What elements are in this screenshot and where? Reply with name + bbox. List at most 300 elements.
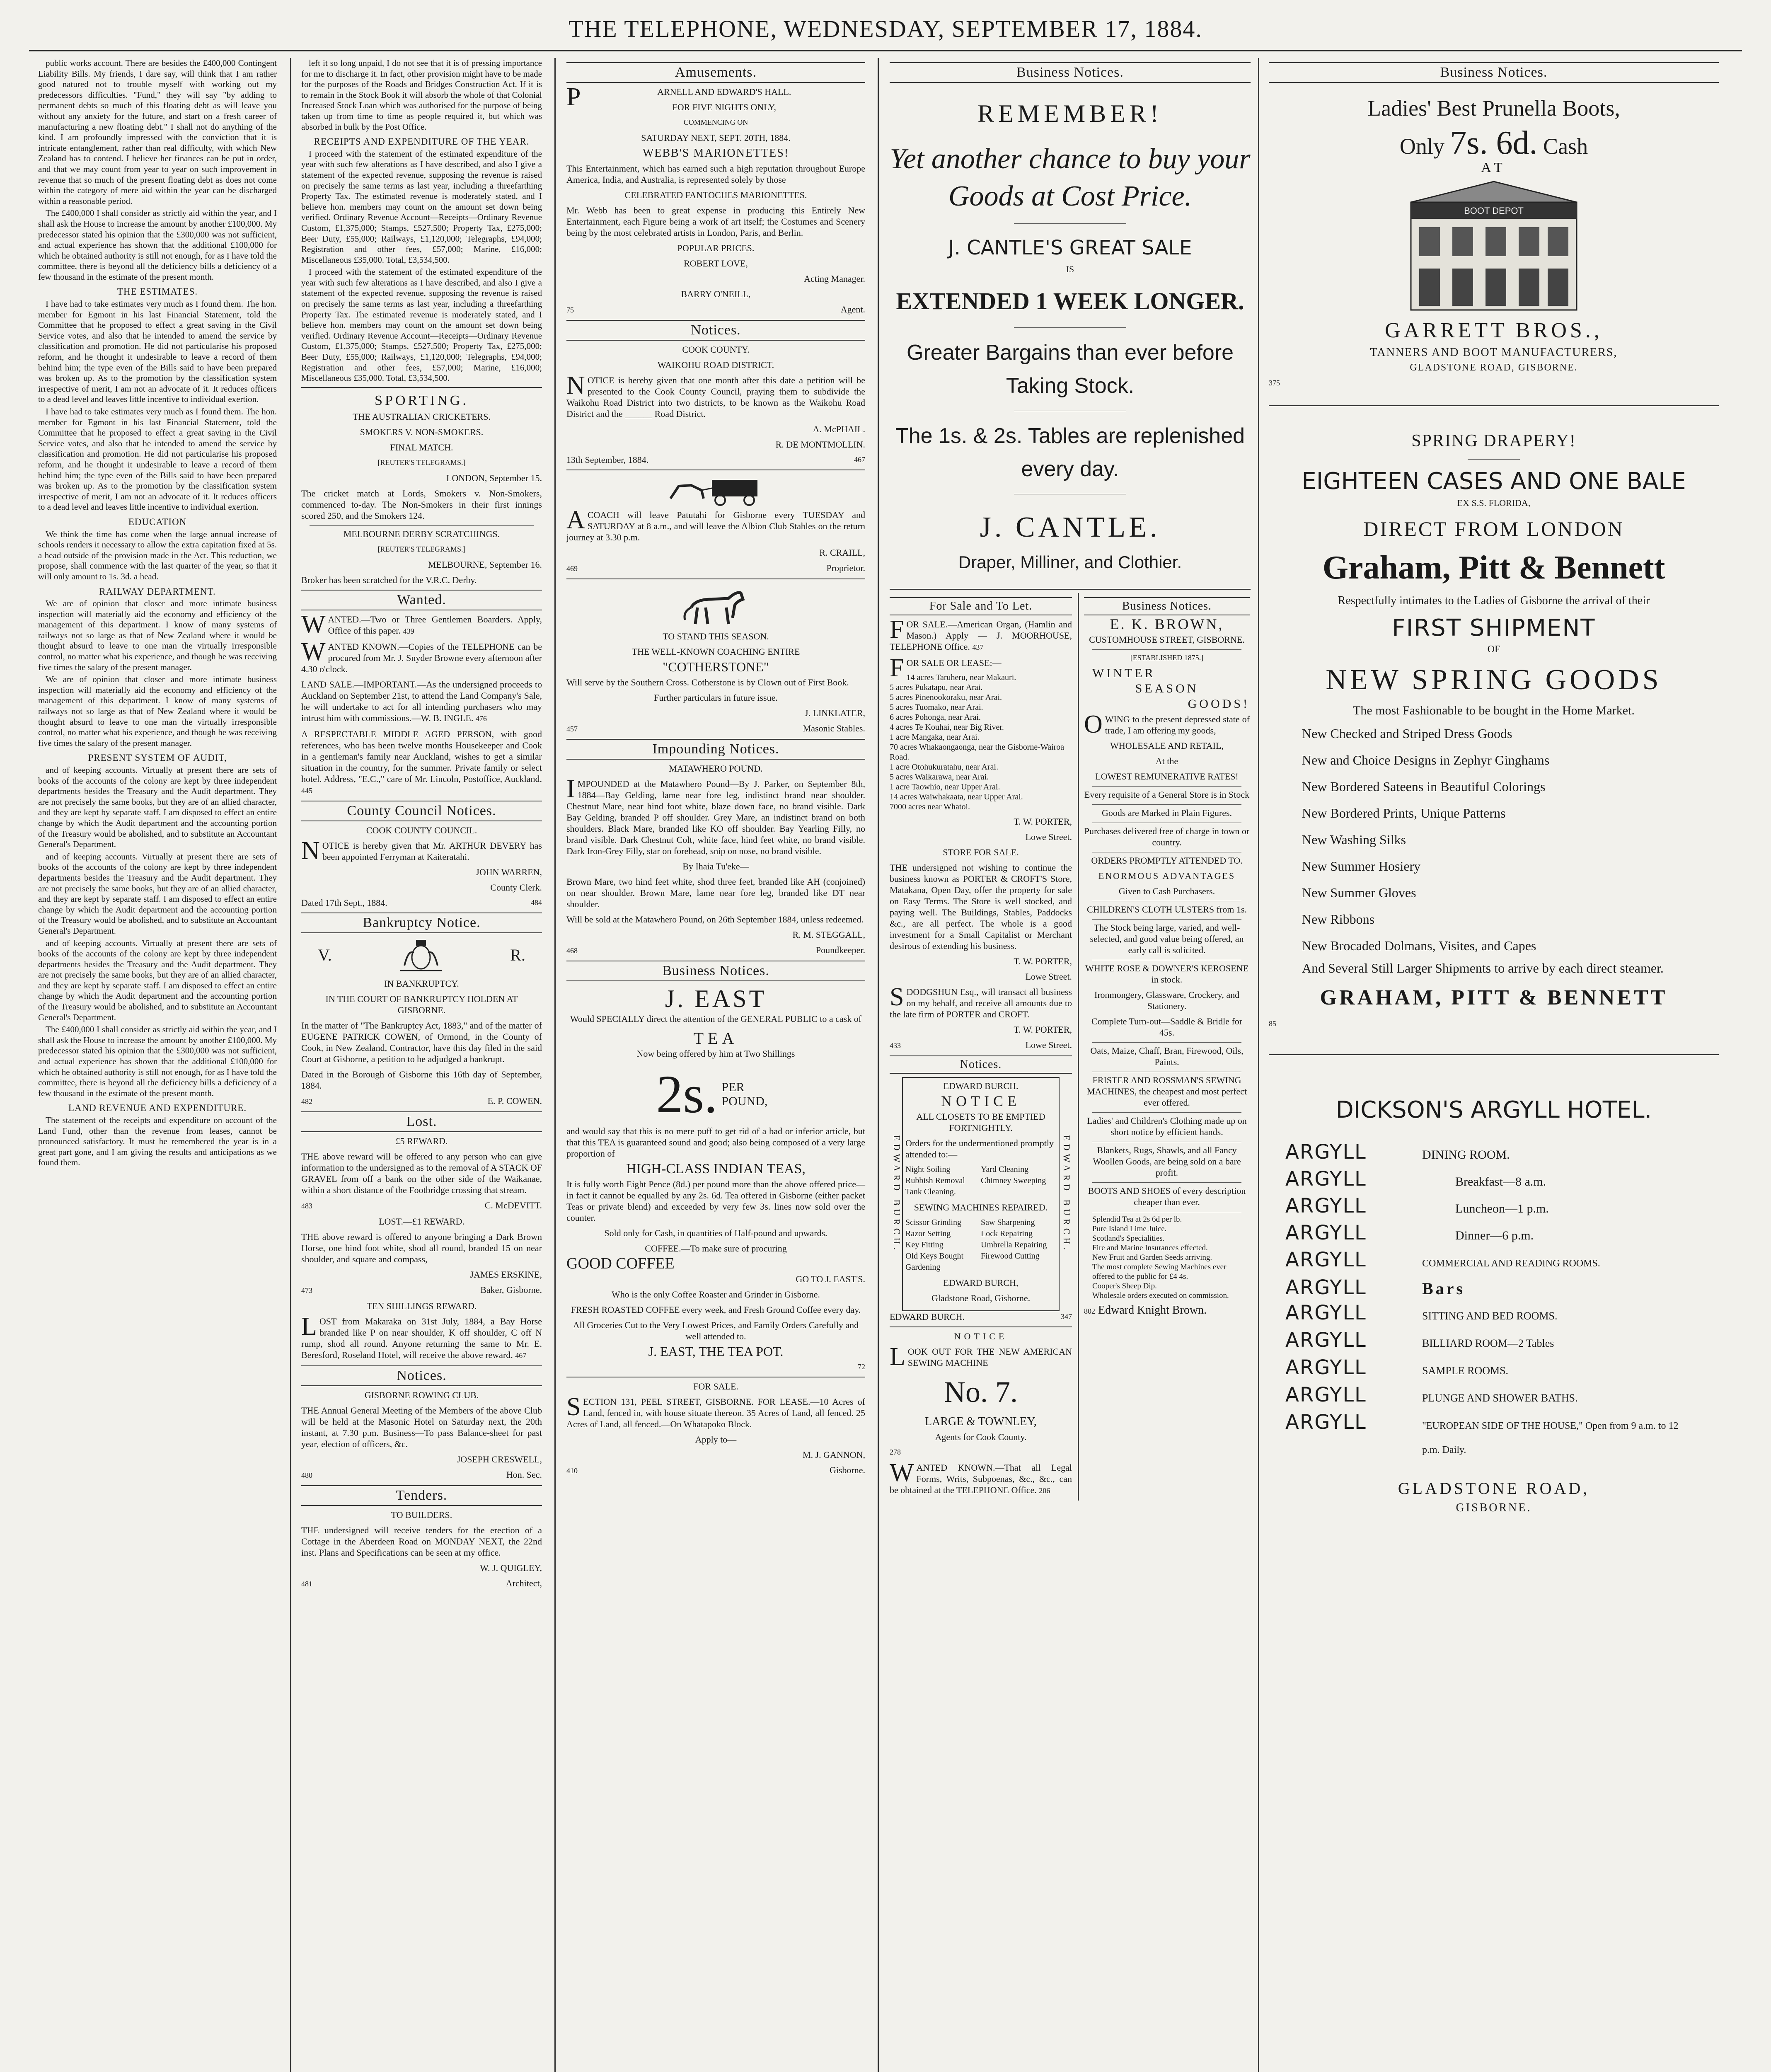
column-three <box>557 58 874 2072</box>
list-item: 70 acres Whakaongaonga, near the Gisborne-Wairoa Road. <box>890 743 1065 762</box>
article-paragraph: The statement of the receipts and expenditure on account of the Land Fund, other than the revenue from leases, cannot be pronounced satisfactory. It must be remembered the year is in a great part gone, and I am giving the results and anticipations as we found them. <box>38 1115 277 1168</box>
east-indian: HIGH-CLASS INDIAN TEAS, <box>626 1161 806 1176</box>
divider <box>1014 327 1126 328</box>
burch-orders: Orders for the undermentioned promptly attended to:— <box>905 1138 1054 1159</box>
argyll-row: ARGYLL Bars <box>1285 1276 1465 1299</box>
article-paragraph: I have had to take estimates very much as I found them. The hon. member for Egmont in his last Financial Statement, told the Committee that he proposed to effect a great saving in the Civil Service votes, and also that he intended to amend the service by classification and promotion. He did not particularise his proposed reform, and he thought it undesirable to leave a record of them behind him; the type even of the Bills said to have been prepared was broken up. As to the promotion by the classification system irrespective of merit, I am not an advocate of it. It reduces officers to a dead level and leaves little incentive to individual exertion. <box>38 299 277 404</box>
list-item: 1 acre Mangaka, near Arai. <box>890 733 980 742</box>
brown-blankets: Blankets, Rugs, Shawls, and all Fancy Woollen Goods, are being sold on a bare profit. <box>1093 1145 1241 1178</box>
divider <box>1092 1112 1241 1113</box>
burch-box <box>902 1077 1060 1311</box>
wanted-ad: WANTED.—Two or Three Gentlemen Boarders. Apply, Office of this paper. 439 <box>301 610 542 639</box>
business-heading: Business Notices. <box>566 961 865 981</box>
argyll-row: ARGYLL COMMERCIAL AND READING ROOMS. <box>1285 1248 1600 1271</box>
lease-sign: T. W. PORTER, <box>1014 816 1072 827</box>
cricket-source: [REUTER'S TELEGRAMS.] <box>377 458 466 467</box>
burch-closets: ALL CLOSETS TO BE EMPTIED FORTNIGHTLY. <box>916 1111 1045 1133</box>
hall-title: P ARNELL AND EDWARD'S HALL. <box>566 83 791 111</box>
lease-list <box>890 673 1072 812</box>
impounding-heading: Impounding Notices. <box>566 739 865 760</box>
section-heading: RAILWAY DEPARTMENT. <box>99 586 216 597</box>
list-item: And Several Still Larger Shipments to arrive by each direct steamer. <box>1302 961 1664 975</box>
pound-notice: IMPOUNDED at the Matawhero Pound—By J. Parker, on September 8th, 1884—Bay Gelding, lame near fore leg, indistinct brand near shoulder. Chestnut Mare, near hind foot white, blaze down face, no brand visible. Dark Bay Gelding, branded P off shoulder. Grey Mare, an indistinct brand on both shoulders. Black Mare, branded like KO off shoulder. Bay Yearling Filly, no brand visible. Dark Chestnut Colt, white face, hind feet white, no brand visible. Dark Iron-Grey Filly, star on forehead, snip on nose, no brand visible. <box>566 775 865 856</box>
amuse-marionettes: WEBB'S MARIONETTES! <box>642 147 789 160</box>
tender-heading: TO BUILDERS. <box>391 1509 452 1520</box>
lookout-notice: LOOK OUT FOR THE NEW AMERICAN SEWING MACHINE <box>890 1343 1072 1371</box>
sporting-heading: SPORTING. <box>375 392 469 408</box>
brown-lowest: LOWEST REMUNERATIVE RATES! <box>1095 771 1239 782</box>
divider <box>890 589 1251 590</box>
section-heading: RECEIPTS AND EXPENDITURE OF THE YEAR. <box>314 136 530 147</box>
burch-notice: NOTICE <box>941 1093 1021 1109</box>
brown-heading: Business Notices. <box>1084 597 1250 615</box>
spring-drapery-heading: SPRING DRAPERY! <box>1411 431 1576 450</box>
tables-replenished: The 1s. & 2s. Tables are replenished every day. <box>895 424 1245 481</box>
list-item: 4 acres Te Kouhai, near Big River. <box>890 723 1004 732</box>
dropcap: W <box>301 610 326 639</box>
brown-oats: Oats, Maize, Chaff, Bran, Firewood, Oils, Paints. <box>1090 1046 1244 1067</box>
wanted-known: WANTED KNOWN.—That all Legal Forms, Writs, Subpoenas, &c., &c., can be obtained at the TELEPHONE Office. 206 <box>890 1459 1072 1495</box>
boots-price: 7s. 6d. <box>1450 125 1538 161</box>
coach-icon <box>662 474 770 507</box>
pound-text2: Brown Mare, two hind feet white, shod three feet, branded like AH (conjoined) on near shoulder. Brown Mare, lame near fore leg, branded like DT near shoulder. <box>566 876 865 909</box>
gpb-num: 85 <box>1269 1019 1276 1028</box>
price-2s: 2s. <box>656 1065 718 1124</box>
brown-marked: Goods are Marked in Plain Figures. <box>1101 808 1232 818</box>
burch-footer: EDWARD BURCH. 347 <box>890 1312 1072 1322</box>
council-subheading: COOK COUNTY COUNCIL. <box>366 825 477 835</box>
tea-heading: TEA <box>693 1029 738 1048</box>
east-text: Would SPECIALLY direct the attention of the GENERAL PUBLIC to a cask of <box>570 1014 862 1024</box>
article-paragraph: I proceed with the statement of the estimated expenditure of the year with such few alterations as I have described, and also I give a statement of the expected revenue, supposing the revenue is raised on precisely the same terms as last year, including a threefarthing Property Tax. The estimated revenue is moderately stated, and I believe hon. members may count on the amount set down being verified. Ordinary Revenue Account—Receipts—Ordinary Revenue Custom, £1,375,000; Stamps, £527,500; Property Tax, £275,000; Beer Duty, £55,000; Railways, £1,120,000; Telegraphs, £94,000; Registration and other fees, £57,000; Marine, £16,000; Miscellaneous £35,000. Total, £3,534,500. <box>301 148 542 265</box>
dropcap: I <box>566 775 575 803</box>
article-paragraph: and of keeping accounts. Virtually at present there are sets of books of the accounts of the colony are kept by three independent departments besides the Treasury and the Audit department. They are not precisely the same books, but they are of an allied character, and they are kept by separate staff. I am disposed to effect an entire change by which the Audit department and the accounting portion of the Treasury would be abolished, and to substitute an Accountant General's Department. <box>38 851 277 936</box>
cricket-heading: THE AUSTRALIAN CRICKETERS. <box>352 411 491 422</box>
brown-frister: FRISTER AND ROSSMAN'S SEWING MACHINES, the cheapest and most perfect ever offered. <box>1086 1075 1247 1108</box>
cricket-final: FINAL MATCH. <box>390 442 453 453</box>
store-notice: THE undersigned not wishing to continue the business known as PORTER & CROFT'S Store, Matakana, Open Day, offer the property for sale on Easy Terms. The Store is well stocked, and paying well. The Buildings, Stables, Paddocks &c., are all perfect. The whole is a good investment for a Small Capitalist or Merchant desirous of extending his business. <box>890 862 1072 951</box>
burch-side-label: EDWARD BURCH. <box>892 1135 902 1253</box>
list-item: Old Keys Bought <box>905 1251 963 1261</box>
dropcap: A <box>566 506 585 534</box>
section-heading: PRESENT SYSTEM OF AUDIT, <box>88 753 227 763</box>
divider <box>1092 786 1241 787</box>
store-heading: STORE FOR SALE. <box>943 847 1019 857</box>
amuse-text: This Entertainment, which has earned such a high reputation throughout Europe America, India, and Australia, is represented solely by those <box>566 163 865 185</box>
brown-text: OWING to the present depressed state of trade, I am offering my goods, <box>1084 710 1250 738</box>
horse-role: 457 Masonic Stables. <box>566 723 865 733</box>
goods-list <box>1302 720 1719 977</box>
column-financial-statement <box>29 58 286 2072</box>
burch-side-label: EDWARD BURCH. <box>1062 1135 1072 1253</box>
business-heading: Business Notices. <box>890 62 1251 83</box>
bankruptcy-dated: Dated in the Borough of Gisborne this 16th day of September, 1884. <box>301 1069 542 1091</box>
brown-stock: The Stock being large, varied, and well-selected, and good value being offered, an early call is solicited. <box>1090 922 1244 955</box>
list-item: Saw Sharpening <box>981 1218 1035 1227</box>
brown-winter: WINTER <box>1092 666 1156 680</box>
divider <box>1092 649 1241 650</box>
cricket-date: LONDON, September 15. <box>446 472 542 483</box>
list-item: Key Fitting <box>905 1240 944 1249</box>
housekeeper-ad: A RESPECTABLE MIDDLE AGED PERSON, with good references, who has been twelve months Housekeeper and Cook in a gentleman's family near Auckland, wishes to get a similar situation in the country, for the summer. Private family or select hotel. Address, "E.C.," care of Mr. Lincoln, Postoffice, Auckland. 445 <box>301 729 542 795</box>
council-signature: JOHN WARREN, <box>476 867 542 877</box>
derby-source: [REUTER'S TELEGRAMS.] <box>377 545 466 553</box>
list-item: 6 acres Pohonga, near Arai. <box>890 713 981 722</box>
waikohu-sign: R. DE MONTMOLLIN. <box>775 439 865 450</box>
east-coffee2: GO TO J. EAST'S. <box>796 1274 865 1284</box>
list-item: Chimney Sweeping <box>981 1176 1046 1185</box>
burch-sign: EDWARD BURCH, <box>943 1278 1019 1288</box>
lost-notice: THE above reward is offered to anyone bringing a Dark Brown Horse, one hind foot white, shod all round, branded 15 on near shoulder, and square and compass, <box>301 1231 542 1264</box>
dickson-hotel-heading: DICKSON'S ARGYLL HOTEL. <box>1336 1097 1652 1123</box>
tenders-heading: Tenders. <box>301 1485 542 1506</box>
council-notice: NOTICE is hereby given that Mr. ARTHUR DEVERY has been appointed Ferryman at Kaiteratahi. <box>301 836 542 865</box>
list-item: 5 acres Pinenookoraku, near Arai. <box>890 693 1002 702</box>
brown-addr: CUSTOMHOUSE STREET, GISBORNE. <box>1089 634 1245 645</box>
list-item: Tank Cleaning. <box>905 1187 956 1196</box>
machine-number: No. 7. <box>944 1375 1018 1409</box>
cost-price-slogan: Yet another chance to buy your Goods at Cost Price. <box>890 143 1251 212</box>
brown-at: At the <box>1155 756 1178 766</box>
waikohu-date: 13th September, 1884. 467 <box>566 455 865 465</box>
argyll-list <box>1285 1140 1719 1462</box>
direct-from-london: DIRECT FROM LONDON <box>1363 517 1624 540</box>
section-heading: EDUCATION <box>128 516 187 527</box>
derby-text: Broker has been scratched for the V.R.C. Derby. <box>301 574 477 585</box>
divider <box>1468 459 1520 460</box>
list-item: New Brocaded Dolmans, Visites, and Capes <box>1302 938 1536 953</box>
list-item: Scotland's Specialities. <box>1092 1234 1165 1243</box>
horse-icon <box>675 583 757 628</box>
list-item: 5 acres Waikarawa, near Arai. <box>890 772 989 782</box>
business-heading: Business Notices. <box>1269 62 1719 83</box>
rowing-sign: JOSEPH CRESWELL, <box>457 1454 542 1464</box>
remember-heading: REMEMBER! <box>977 100 1163 127</box>
list-item: Cooper's Sheep Dip. <box>1092 1282 1157 1290</box>
burch-machines: SEWING MACHINES REPAIRED. <box>914 1202 1048 1213</box>
list-item: 5 acres Pukatapu, near Arai. <box>890 683 983 692</box>
east-cash: Sold only for Cash, in quantities of Half-pound and upwards. <box>604 1228 827 1238</box>
forsale-role: 410 Gisborne. <box>566 1465 865 1475</box>
store-sign: T. W. PORTER, <box>1014 956 1072 966</box>
list-item: Firewood Cutting <box>981 1251 1040 1261</box>
florida-line: EX S.S. FLORIDA, <box>1457 498 1531 508</box>
amusements-heading: Amusements. <box>566 62 865 83</box>
east-groceries: All Groceries Cut to the Very Lowest Prices, and Family Orders Carefully and well attended to. <box>573 1320 859 1341</box>
waikohu-sign: A. McPHAIL. <box>813 424 865 434</box>
dodgshun-role: 433 Lowe Street. <box>890 1040 1072 1050</box>
bankruptcy-heading: Bankruptcy Notice. <box>301 913 542 933</box>
list-item: Gardening <box>905 1263 941 1272</box>
argyll-row: ARGYLL SITTING AND BED ROOMS. <box>1285 1301 1558 1324</box>
tanners-line: TANNERS AND BOOT MANUFACTURERS, <box>1370 346 1618 359</box>
article-paragraph: I proceed with the statement of the estimated expenditure of the year with such few alterations as I have described, and also I give a statement of the expected revenue, supposing the revenue is raised on precisely the same terms as last year, including a threefarthing Property Tax. The estimated revenue is moderately stated, and I believe hon. members may count on the amount set down being verified. Ordinary Revenue Account—Receipts—Ordinary Revenue Custom, £1,375,000; Stamps, £527,500; Property Tax, £275,000; Beer Duty, £55,000; Railways, £1,120,000; Telegraphs, £94,000; Registration and other fees, £57,000; Marine, £16,000; Miscellaneous £35,000. Total, £3,534,500. <box>301 267 542 383</box>
list-item: New Fruit and Garden Seeds arriving. <box>1092 1253 1212 1262</box>
list-item: Scissor Grinding <box>905 1218 961 1227</box>
brown-name: E. K. BROWN, <box>1110 616 1224 632</box>
eighteen-cases: EIGHTEEN CASES AND ONE BALE <box>1302 468 1686 495</box>
amuse-commencing: COMMENCING ON <box>683 118 748 126</box>
dropcap: O <box>1084 710 1103 738</box>
dropcap: S <box>890 983 904 1011</box>
lost-notice: LOST from Makaraka on 31st July, 1884, a Bay Horse branded like P on near shoulder, K off shoulder, C off N rump, shod all round. Anyone returning the same to Mr. E. Beresford, Roseland Hotel, will receive the above reward. 467 <box>301 1312 542 1360</box>
draper-line: Draper, Milliner, and Clothier. <box>958 552 1182 572</box>
east-coffee-h: COFFEE.—To make sure of procuring <box>645 1243 787 1254</box>
article-paragraph: and of keeping accounts. Virtually at present there are sets of books of the accounts of the colony are kept by three independent departments besides the Treasury and the Audit department. They are not precisely the same books, but they are of an allied character, and they are kept by separate staff. I am disposed to effect an entire change by which the Audit department and the accounting portion of the Treasury would be abolished, and to substitute an Accountant General's Department. <box>38 765 277 850</box>
of-label: OF <box>1487 644 1500 655</box>
masthead <box>0 0 1771 54</box>
east-sign: J. EAST, THE TEA POT. <box>648 1344 784 1359</box>
divider <box>1269 405 1719 406</box>
lost-notice: THE above reward will be offered to any person who can give information to the undersigned as to the removal of A STACK OF GRAVEL from off a bank on the other side of the Waikanae, within a short distance of the Footbridge crossing that stream. <box>301 1151 542 1195</box>
article-paragraph: The £400,000 I shall consider as strictly aid within the year, and I shall ask the House to increase the amount by another £100,000. My predecessor stated his opinion that the £300,000 was not sufficient, and actual experience has shown that the additional £100,000 for which he obtained authority is still not enough, for as I have told the committee, there is beyond all the deficiency bills a deficiency of a few thousand in the estimate of the present month. <box>38 208 277 282</box>
article-paragraph: We are of opinion that closer and more intimate business inspection will materially aid the economy and efficiency of the management of this department. I know of many systems of railways not so large as that of New Zealand where it would be thought absurd to leave to one man the virtually irresponsible control, no matter what his experience, and though he was receiving five times the salary of the present manager. <box>38 598 277 672</box>
royal-arms-row: V. R. <box>301 937 542 974</box>
list-item: Wholesale orders executed on commission. <box>1092 1291 1229 1300</box>
pound-by: By Ihaia Tu'eke— <box>682 861 749 871</box>
list-item: 5 acres Tuomako, near Arai. <box>890 703 983 712</box>
amuse-date: SATURDAY NEXT, SEPT. 20TH, 1884. <box>641 133 791 143</box>
burch-addr: Gladstone Road, Gisborne. <box>931 1293 1031 1303</box>
east-fresh: FRESH ROASTED COFFEE every week, and Fresh Ground Coffee every day. <box>571 1305 861 1315</box>
article-paragraph: left it so long unpaid, I do not see that it is of pressing importance for me to discharge it. In fact, other provision might have to be made for the purposes of the Roads and Bridges Construction Act. If it is to remain in the Stock Book it will absorb the whole of that Colonial Increased Stock Loan which was authorised for the purpose of being taken up from time to time as people required it, but which was absorbed in bulk by the Post Office. <box>301 58 542 132</box>
list-item: Umbrella Repairing <box>981 1240 1047 1249</box>
divider <box>1269 1054 1719 1055</box>
pound-heading: MATAWHERO POUND. <box>669 763 763 774</box>
list-item: New Bordered Prints, Unique Patterns <box>1302 806 1506 821</box>
large-townley: LARGE & TOWNLEY, <box>925 1415 1037 1428</box>
brown-given: Given to Cash Purchasers. <box>1118 886 1215 896</box>
section-heading: THE ESTIMATES. <box>117 286 198 297</box>
amuse-prices: POPULAR PRICES. <box>677 243 755 253</box>
article-paragraph: I have had to take estimates very much as I found them. The hon. member for Egmont in his last Financial Statement, told the Committee that he proposed to effect a great saving in the Civil Service votes, and also that he intended to amend the service by classification and promotion. He did not particularise his proposed reform, and he thought it undesirable to leave a record of them behind him; the type even of the Bills said to have been prepared was broken up. As to the promotion by the classification system irrespective of merit, I am not an advocate of it. It reduces officers to a dead level and leaves little incentive to individual exertion. <box>38 407 277 512</box>
dodgshun-sign: T. W. PORTER, <box>1014 1024 1072 1035</box>
fashionable-line: The most Fashionable to be bought in the Home Market. <box>1353 704 1635 717</box>
article-paragraph: We are of opinion that closer and more intimate business inspection will materially aid the economy and efficiency of the management of this department. I know of many systems of railways not so large as that of New Zealand where it would be thought absurd to leave to one man the virtually irresponsible control, no matter what his experience, and though he was receiving five times the salary of the present manager. <box>38 674 277 748</box>
forsale-notice: SECTION 131, PEEL STREET, GISBORNE. FOR LEASE.—10 Acres of Land, fenced in, with house situate thereon. 35 Acres of Land, all fenced. 25 Acres of Land, all fenced.—On Whatapoko Block. <box>566 1393 865 1429</box>
at-label: AT <box>1481 160 1507 175</box>
price-row <box>566 1063 865 1126</box>
boots-heading: Ladies' Best Prunella Boots, <box>1367 96 1620 121</box>
brown-iron: Ironmongery, Glassware, Crockery, and Stationery. <box>1094 990 1240 1011</box>
sewing-notice: NOTICE <box>954 1331 1008 1341</box>
lease-ad: FOR SALE OR LEASE:— <box>890 654 1002 682</box>
lost-role: 473 Baker, Gisborne. <box>301 1284 542 1295</box>
cantle-sale-heading: J. CANTLE'S GREAT SALE <box>948 236 1192 259</box>
dropcap: W <box>301 637 326 666</box>
article-paragraph: The £400,000 I shall consider as strictly aid within the year, and I shall ask the House to increase the amount by another £100,000. My predecessor stated his opinion that the £300,000 was not sufficient, and actual experience has shown that the additional £100,000 for which he obtained authority is still not enough, for as I have told the committee, there is beyond all the deficiency bills a deficiency of a few thousand in the estimate of the present month. <box>38 1024 277 1098</box>
rowing-notice: THE Annual General Meeting of the Members of the above Club will be held at the Masonic Hotel on Saturday next, the 20th instant, at 7.30 p.m. Business—To pass Balance-sheet for past year, election of officers, &c. <box>301 1405 542 1449</box>
dropcap: W <box>890 1459 914 1487</box>
column-two <box>292 58 551 2072</box>
divider <box>890 1326 1072 1327</box>
dropcap: F <box>890 615 904 644</box>
horse-sign: J. LINKLATER, <box>804 708 865 718</box>
lost-heading: Lost. <box>301 1111 542 1132</box>
tender-role: 481 Architect, <box>301 1578 542 1588</box>
argyll-row: ARGYLL BILLIARD ROOM—2 Tables <box>1285 1329 1554 1352</box>
argyll-row: ARGYLL DINING ROOM. <box>1285 1140 1510 1164</box>
forsale-sign: M. J. GANNON, <box>803 1450 865 1460</box>
list-item: 1 acre Taowhio, near Upper Arai. <box>890 782 1000 792</box>
brown-list <box>1092 1215 1250 1300</box>
dropcap: N <box>566 371 585 399</box>
list-item: New Checked and Striped Dress Goods <box>1302 726 1512 741</box>
amuse-celebrated: CELEBRATED FANTOCHES MARIONETTES. <box>624 190 807 200</box>
east-text3: and would say that this is no mere puff to get rid of a bad or inferior article, but that this TEA is guaranteed sound and good; also being composed of a very large proportion of <box>566 1126 865 1159</box>
amuse-love-role: Acting Manager. <box>804 274 865 284</box>
svg-text:BOOT DEPOT: BOOT DEPOT <box>1464 206 1524 216</box>
brown-sign: 802 Edward Knight Brown. <box>1084 1304 1207 1317</box>
cricket-subheading: SMOKERS V. NON-SMOKERS. <box>360 426 484 437</box>
brown-clothing: Ladies' and Children's Clothing made up on short notice by efficient hands. <box>1087 1116 1247 1137</box>
stand-heading: TO STAND THIS SEASON. <box>663 631 769 641</box>
divider <box>1092 919 1241 920</box>
bankruptcy-sub: IN BANKRUPTCY. <box>384 978 459 989</box>
horse-text: Will serve by the Southern Cross. Cotherstone is by Clown out of First Book. <box>566 677 849 687</box>
dropcap: L <box>301 1312 317 1341</box>
derby-date: MELBOURNE, September 16. <box>428 559 542 570</box>
masthead-rule <box>29 50 1742 51</box>
is-label: IS <box>1066 264 1074 274</box>
argyll-town: GISBORNE. <box>1456 1501 1532 1514</box>
bankruptcy-sign: 482 E. P. COWEN. <box>301 1095 542 1106</box>
argyll-row: ARGYLL Luncheon—1 p.m. <box>1285 1194 1549 1218</box>
list-item: Lock Repairing <box>981 1229 1033 1238</box>
list-item: New Ribbons <box>1302 912 1375 927</box>
divider <box>310 525 534 526</box>
graham-pitt-bennett: Graham, Pitt & Bennett <box>1322 549 1665 586</box>
organ-ad: FOR SALE.—American Organ, (Hamlin and Mason.) Apply — J. MOORHOUSE, TELEPHONE Office. 437 <box>890 615 1072 652</box>
dropcap: P <box>566 83 581 111</box>
list-item: Fire and Marine Insurances effected. <box>1092 1244 1208 1252</box>
brown-ulsters: CHILDREN'S CLOTH ULSTERS from 1s. <box>1087 904 1247 915</box>
dropcap: S <box>566 1393 581 1421</box>
amuse-text2: Mr. Webb has been to great expense in producing this Entirely New Entertainment, each Figure being a work of art itself; the Costumes and Scenery being by the most celebrated artists in London, Paris, and Berlin. <box>566 205 865 238</box>
newspaper-title: THE TELEPHONE, WEDNESDAY, SEPTEMBER 17, 1884. <box>569 15 1202 42</box>
column-five <box>1260 58 1728 2072</box>
east-name: J. EAST <box>665 985 767 1012</box>
lower-split <box>890 593 1251 1501</box>
pound-role: 468 Poundkeeper. <box>566 945 865 955</box>
boots-price-line: Only 7s. 6d. Cash <box>1399 125 1588 161</box>
notices-heading: Notices. <box>890 1055 1072 1074</box>
column-four <box>881 58 1260 2072</box>
brown-column <box>1078 593 1250 1501</box>
agents-label: Agents for Cook County. <box>935 1432 1027 1442</box>
graham-pitt-bennett-footer: GRAHAM, PITT & BENNETT <box>1320 986 1668 1009</box>
extended-heading: EXTENDED 1 WEEK LONGER. <box>896 288 1244 315</box>
argyll-row: ARGYLL Dinner—6 p.m. <box>1285 1221 1534 1244</box>
lease-role: Lowe Street. <box>1025 832 1072 842</box>
brown-goods: GOODS! <box>1188 697 1250 711</box>
coach-role: 469 Proprietor. <box>566 563 865 573</box>
east-text4: It is fully worth Eight Pence (8d.) per pound more than the above offered price—in fact it cannot be equalled by any 2s. 6d. Tea offered in Gisborne (either packet Teas or private blend) and exceeded by very few 3s. lines now sold over the counter. <box>566 1179 865 1223</box>
horse-further: Further particulars in future issue. <box>654 692 778 703</box>
burch-repairs <box>905 1217 1056 1273</box>
garrett-bros: GARRETT BROS., <box>1385 319 1603 342</box>
amuse-love: ROBERT LOVE, <box>684 258 748 269</box>
divider <box>1092 1182 1241 1183</box>
forsale-column <box>890 593 1072 1501</box>
tender-notice: THE undersigned will receive tenders for the erection of a Cottage in the Aberdeen Road on MONDAY NEXT, the 22nd inst. Plans and Specifications can be seen at my office. <box>301 1525 542 1558</box>
wanted-heading: Wanted. <box>301 590 542 610</box>
amuse-barry-role: 75 Agent. <box>566 304 865 315</box>
waikohu-heading: WAIKOHU ROAD DISTRICT. <box>657 360 774 370</box>
argyll-row: ARGYLL "EUROPEAN SIDE OF THE HOUSE," Open from 9 a.m. to 12 p.m. Daily. <box>1285 1411 1679 1455</box>
forsale-heading: For Sale and To Let. <box>890 597 1072 615</box>
section-heading: LAND REVENUE AND EXPENDITURE. <box>68 1103 247 1113</box>
brown-season: SEASON <box>1135 682 1199 695</box>
burch-ad <box>890 1077 1072 1311</box>
derby-heading: MELBOURNE DERBY SCRATCHINGS. <box>343 528 500 539</box>
dropcap: N <box>301 836 320 865</box>
bankruptcy-court: IN THE COURT OF BANKRUPTCY HOLDEN AT GISBORNE. <box>325 993 518 1015</box>
garrett-num: 375 <box>1269 379 1280 387</box>
new-spring-goods: NEW SPRING GOODS <box>1326 664 1662 696</box>
lost-sign: JAMES ERSKINE, <box>470 1269 542 1280</box>
burch-services <box>905 1164 1056 1198</box>
divider <box>301 387 542 388</box>
brown-turnout: Complete Turn-out—Saddle & Bridle for 45s. <box>1091 1016 1243 1038</box>
list-item: Night Soiling <box>905 1165 951 1174</box>
amuse-barry: BARRY O'NEILL, <box>681 289 751 299</box>
cantle-name: J. CANTLE. <box>980 511 1161 543</box>
list-item: New Summer Gloves <box>1302 885 1416 900</box>
list-item: Razor Setting <box>905 1229 951 1238</box>
list-item: Rubbish Removal <box>905 1176 965 1185</box>
column-rule <box>878 58 879 2072</box>
brown-boots: BOOTS AND SHOES of every description cheaper than ever. <box>1088 1186 1246 1207</box>
east-coffee3: Who is the only Coffee Roaster and Grinder in Gisborne. <box>611 1289 820 1300</box>
coach-ad: ACOACH will leave Patutahi for Gisborne every TUESDAY and SATURDAY at 8 a.m., and will leave the Albion Club Stables on the return journey at 3.30 p.m. <box>566 506 865 542</box>
argyll-address: GLADSTONE ROAD, <box>1398 1479 1590 1498</box>
notices-heading: Notices. <box>301 1365 542 1386</box>
dodgshun-notice: SDODGSHUN Esq., will transact all business on my behalf, and receive all amounts due to the late firm of PORTER and CROFT. <box>890 983 1072 1019</box>
argyll-row: ARGYLL Breakfast—8 a.m. <box>1285 1167 1546 1191</box>
divider <box>1014 223 1126 224</box>
list-item: Yard Cleaning <box>981 1165 1029 1174</box>
brown-wholesale: WHOLESALE AND RETAIL, <box>1110 741 1224 751</box>
east-num: 72 <box>858 1363 865 1371</box>
divider <box>1092 1042 1241 1043</box>
divider <box>1092 804 1241 805</box>
list-item: 7000 acres near Whatoi. <box>890 802 970 811</box>
rowing-heading: GISBORNE ROWING CLUB. <box>364 1389 479 1400</box>
gladstone-line: GLADSTONE ROAD, GISBORNE. <box>1410 362 1578 373</box>
boot-factory-illustration <box>1403 177 1585 314</box>
respect-line: Respectfully intimates to the Ladies of Gisborne the arrival of their <box>1338 594 1650 607</box>
bankruptcy-text: In the matter of "The Bankruptcy Act, 1883," and of the matter of EUGENE PATRICK COWEN, of Ormond, in the County of Cook, in New Zealand, Contractor, have this day filed in the said Court at Gisborne, a petition to be adjudged a bankrupt. <box>301 1020 542 1064</box>
reward-heading: £5 REWARD. <box>395 1135 448 1146</box>
cricket-text: The cricket match at Lords, Smokers v. Non-Smokers, commenced to-day. The Non-Smokers in their first innings scored 250, and the Smokers 124. <box>301 488 542 521</box>
brown-every: Every requisite of a General Store is in Stock <box>1084 789 1250 800</box>
greater-bargains: Greater Bargains than ever before Taking Stock. <box>906 341 1234 398</box>
dropcap: L <box>890 1343 905 1371</box>
first-shipment: FIRST SHIPMENT <box>1392 615 1596 641</box>
land-sale-ad: LAND SALE.—IMPORTANT.—As the undersigned proceeds to Auckland on September 21st, to attend the Land Company's Sale, he will undertake to act for all intending purchasers who may intrust him with commissions.—W. B. INGLE. 476 <box>301 679 542 723</box>
lost-sign: 483 C. McDEVITT. <box>301 1200 542 1210</box>
list-item: 14 acres Taruheru, near Makauri. <box>906 673 1016 682</box>
list-item: New Washing Silks <box>1302 832 1406 847</box>
article-paragraph: We think the time has come when the large annual increase of schools renders it necessary to allow the extra capitation fixed at 5s. a head outside of the provision made in the Act. This reduction, we propose, shall commence with the last quarter of the year, so that it will only amount to 1s. 3d. a head. <box>38 529 277 581</box>
article-paragraph: public works account. There are besides the £400,000 Contingent Liability Bills. My friends, I dare say, will think that I am rather good natured not to trouble myself with working out my predecessors difficulties. "Fund," they will say "by adding to permanent debts so much of this floating debt as will leave you without any anxiety for the future, and start on a fresh career of manufacturing a new floating debt." I shall not do anything of the kind. I am profoundly impressed with the conviction that it is intricate entanglement, rather than real difficulty, with which New Zealand has to contend. I believe her finances can be put in order, and that we may count from year to year on such improvement in revenue that so much of the present floating debt as does not come within the category of mere aid within the year can be discharged within a reasonable period. <box>38 58 277 206</box>
burch-name: EDWARD BURCH. <box>943 1081 1019 1091</box>
horse-title: THE WELL-KNOWN COACHING ENTIRE <box>631 646 800 657</box>
list-item: New and Choice Designs in Zephyr Ginghams <box>1302 753 1550 767</box>
county-council-heading: County Council Notices. <box>301 801 542 821</box>
argyll-row: ARGYLL SAMPLE ROOMS. <box>1285 1356 1509 1379</box>
